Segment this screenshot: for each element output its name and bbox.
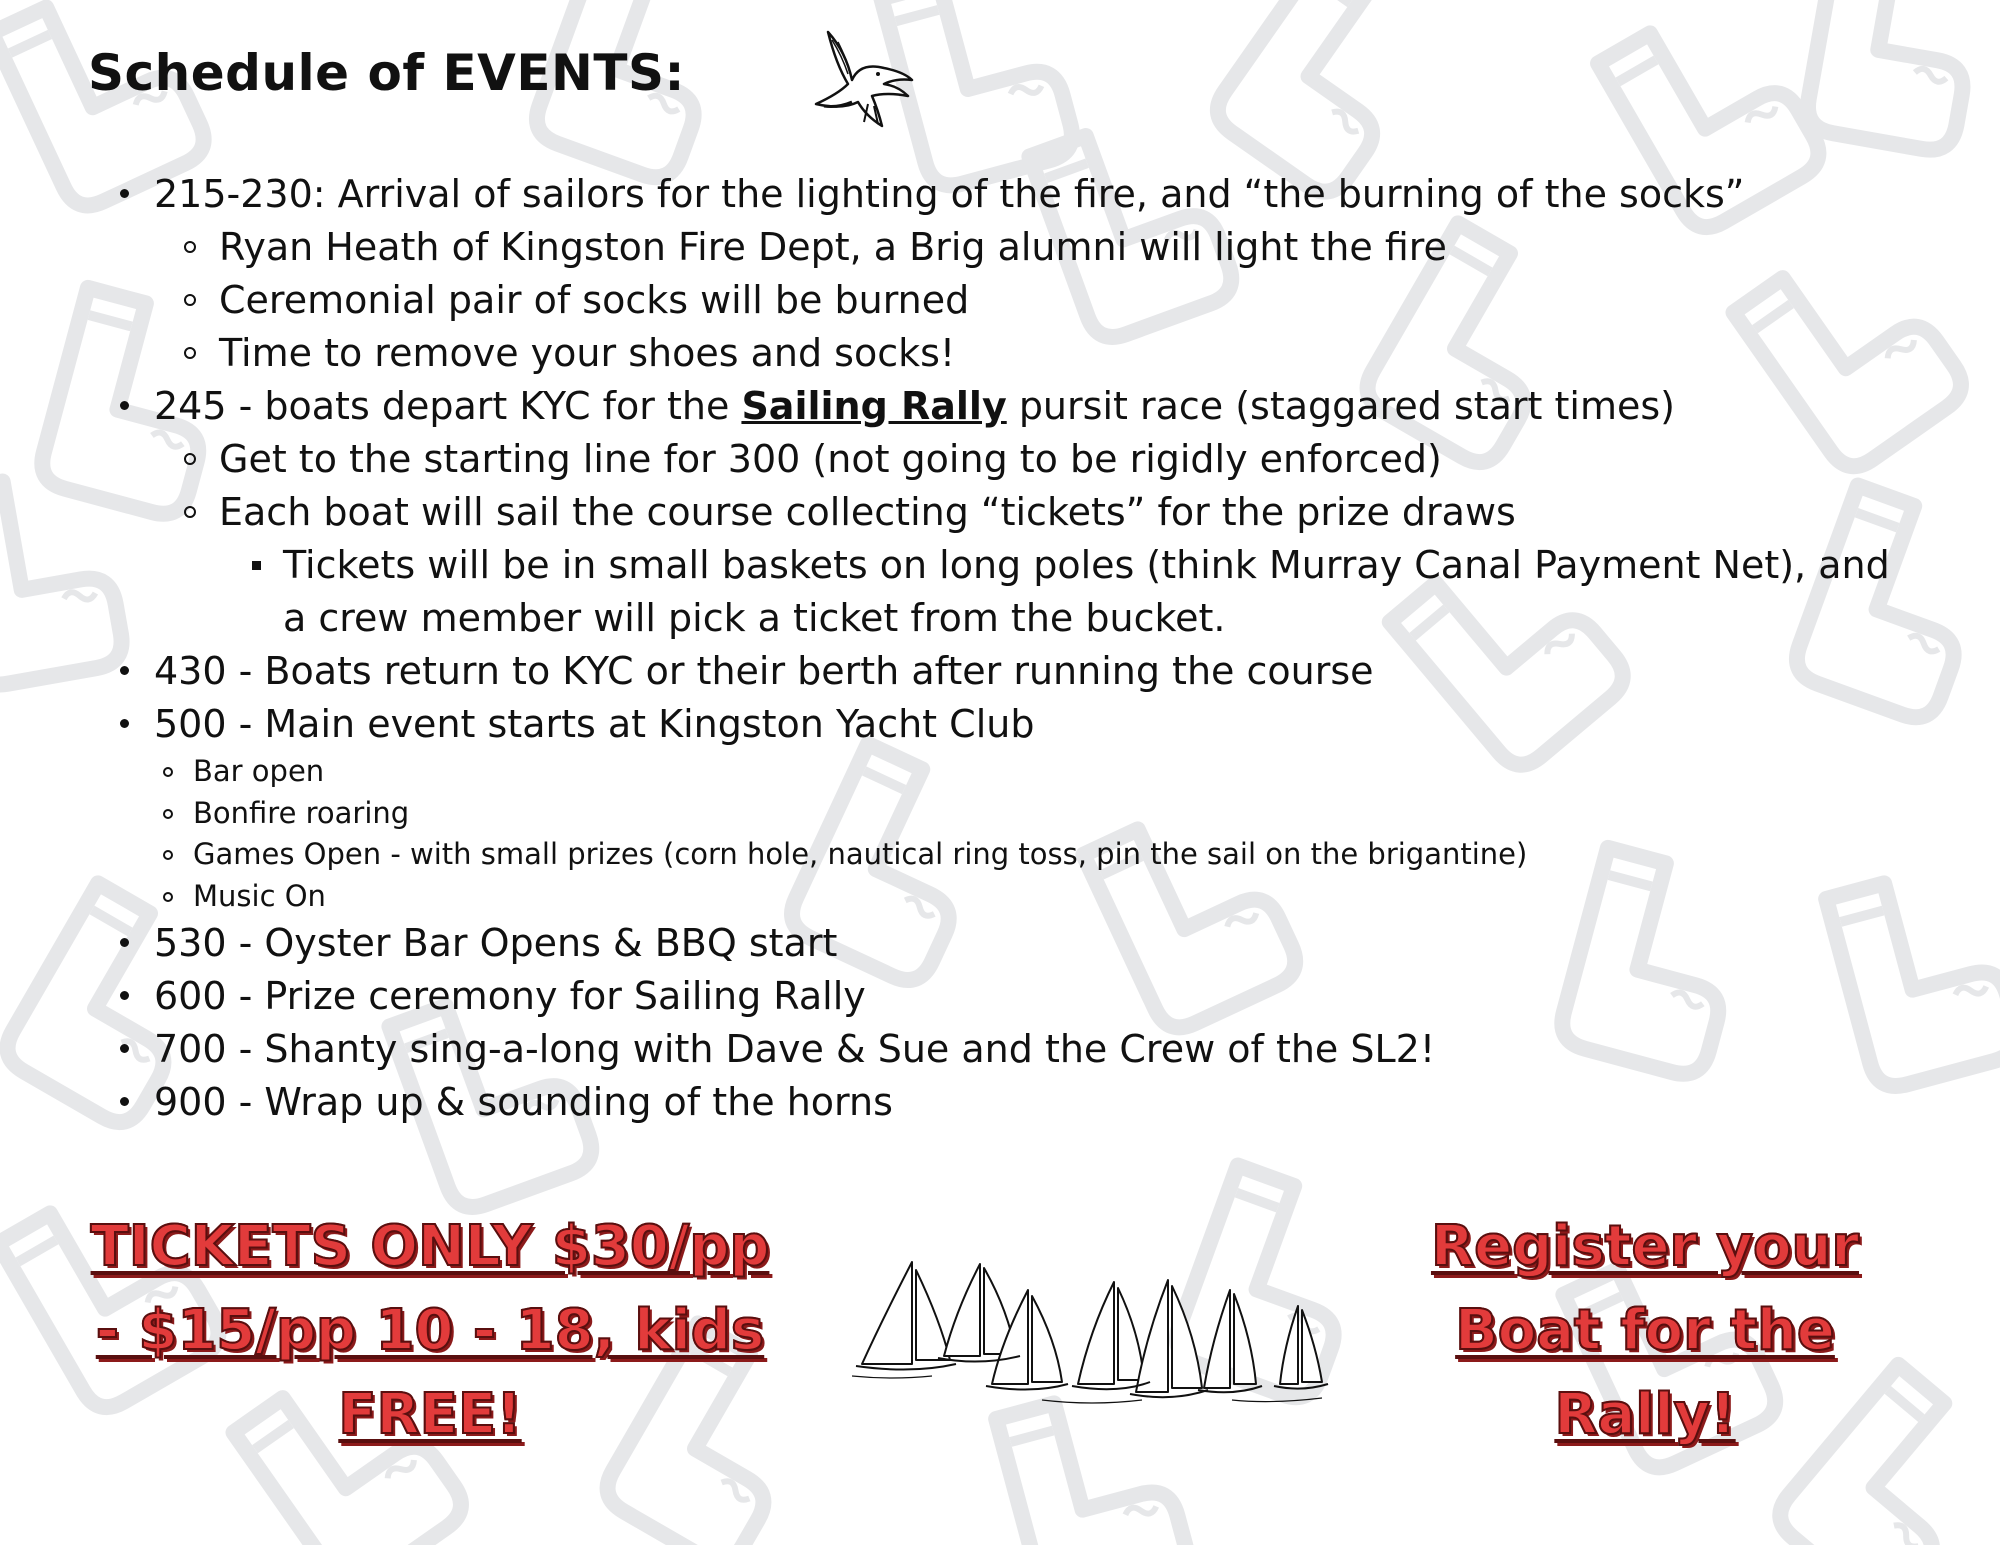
page-title: Schedule of EVENTS: bbox=[88, 44, 685, 102]
bullet-icon bbox=[163, 809, 173, 819]
list-item: Bonfire roaring bbox=[0, 793, 1960, 835]
sailboat-fleet-icon bbox=[852, 1260, 1338, 1408]
list-item: 900 - Wrap up & sounding of the horns bbox=[0, 1076, 1960, 1129]
list-item: Ceremonial pair of socks will be burned bbox=[0, 274, 1960, 327]
bullet-icon bbox=[120, 938, 129, 947]
bullet-icon bbox=[120, 1097, 129, 1106]
bullet-icon bbox=[163, 892, 173, 902]
seagull-icon bbox=[808, 22, 918, 134]
bullet-icon bbox=[120, 991, 129, 1000]
list-item: 530 - Oyster Bar Opens & BBQ start bbox=[0, 917, 1960, 970]
list-item: 245 - boats depart KYC for the Sailing Rally pursit race (staggared start times) bbox=[0, 380, 1960, 433]
bullet-icon bbox=[163, 850, 173, 860]
list-item: Get to the starting line for 300 (not going to be rigidly enforced) bbox=[0, 433, 1960, 486]
bullet-icon bbox=[120, 719, 129, 728]
list-item: Ryan Heath of Kingston Fire Dept, a Brig alumni will light the fire bbox=[0, 221, 1960, 274]
list-item: Time to remove your shoes and socks! bbox=[0, 327, 1960, 380]
bullet-icon bbox=[163, 767, 173, 777]
list-item: Games Open - with small prizes (corn hole, nautical ring toss, pin the sail on the brigantine) bbox=[0, 834, 1960, 876]
bullet-icon bbox=[184, 453, 196, 465]
list-item: 430 - Boats return to KYC or their berth after running the course bbox=[0, 645, 1960, 698]
bullet-icon bbox=[120, 666, 129, 675]
list-item: Bar open bbox=[0, 751, 1960, 793]
schedule-list bbox=[0, 168, 1960, 1129]
list-item: 600 - Prize ceremony for Sailing Rally bbox=[0, 970, 1960, 1023]
list-item: 215-230: Arrival of sailors for the lighting of the fire, and “the burning of the socks” bbox=[0, 168, 1960, 221]
bullet-icon bbox=[184, 347, 196, 359]
list-item: Music On bbox=[0, 876, 1960, 918]
list-item: Tickets will be in small baskets on long poles (think Murray Canal Payment Net), and a crew member will pick a ticket from the bucket. bbox=[0, 539, 1923, 645]
list-item: Each boat will sail the course collecting “tickets” for the prize draws bbox=[0, 486, 1960, 539]
bullet-icon bbox=[184, 241, 196, 253]
sailing-rally-link[interactable]: Sailing Rally bbox=[741, 384, 1007, 428]
bullet-icon bbox=[184, 294, 196, 306]
list-item: 700 - Shanty sing-a-long with Dave & Sue and the Crew of the SL2! bbox=[0, 1023, 1960, 1076]
bullet-icon bbox=[120, 1044, 129, 1053]
tickets-price-banner: TICKETS ONLY $30/pp - $15/pp 10 - 18, kids FREE! bbox=[90, 1214, 770, 1447]
bullet-icon bbox=[120, 189, 129, 198]
bullet-icon bbox=[252, 561, 261, 570]
register-boat-banner[interactable]: Register your Boat for the Rally! bbox=[1430, 1214, 1860, 1447]
bullet-icon bbox=[120, 401, 129, 410]
list-item: 500 - Main event starts at Kingston Yacht Club bbox=[0, 698, 1960, 751]
bullet-icon bbox=[184, 506, 196, 518]
